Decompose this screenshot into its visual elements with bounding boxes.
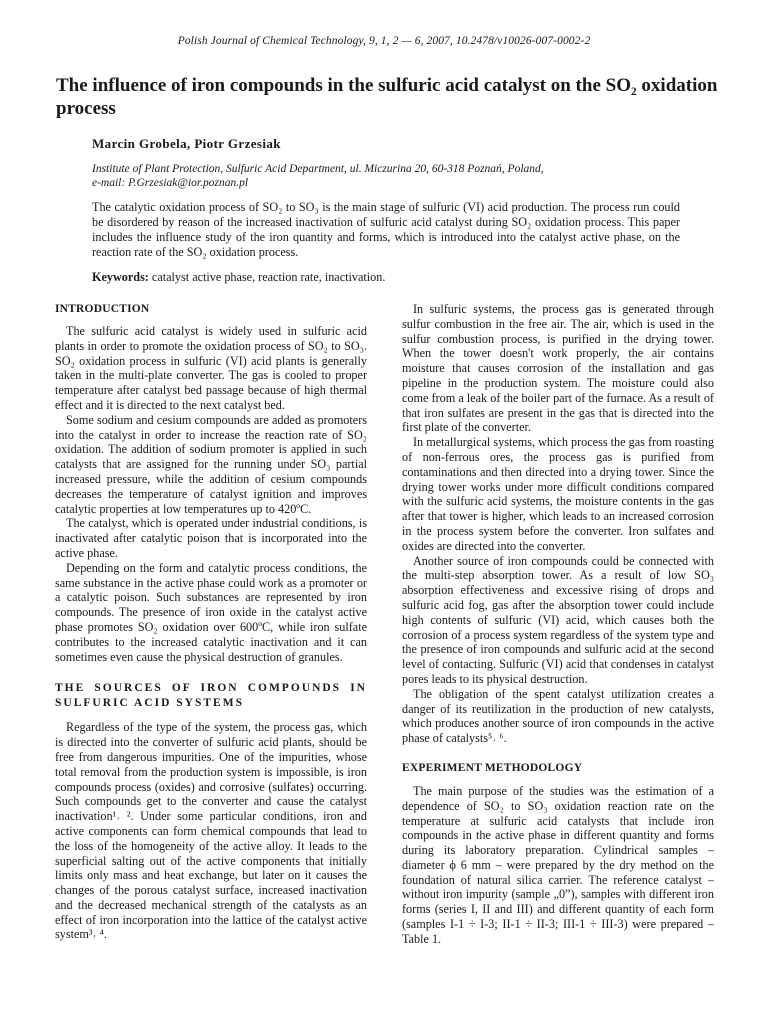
- intro-paragraph-3: The catalyst, which is operated under industrial conditions, is inactivated after catalytic poison that is incorporated into the active phase.: [55, 516, 367, 560]
- methodology-heading: EXPERIMENT METHODOLOGY: [402, 761, 583, 774]
- sources-paragraph-1: Regardless of the type of the system, the process gas, which is directed into the converter of sulfuric acid plants, should be free from dangerous impurities. One of the impurities, whose total removal from the production system is impossible, is iron compounds process (oxides) and corrosive (sulfates) occurring. Such compounds get to the converter and cause the catalyst inactivation¹˒ ². Under some particular conditions, iron and active components can form chemical compounds that lead to the loss of the homogeneity of the active alloy. It leads to the superficial salting out of the active components that initially limits only mass and heat exchange, but later on it causes the changes of the porous catalyst surface, increased inactivation and the decreased mechanical strength of the catalysts as an effect of iron incorporation into the lattice of the catalyst active system³˒ ⁴.: [55, 720, 367, 942]
- intro-paragraph-2: Some sodium and cesium compounds are added as promoters into the catalyst in order to increase the reaction rate of SO₂ oxidation. The addition of sodium promoter is applied in such catalysts that are assigned for the running under SO₃ partial increased pressure, while the addition of cesium compounds decreases the temperature of catalyst ignition and improves catalytic properties at low temperatures up to 420ºC.: [55, 412, 367, 516]
- intro-paragraph-1: The sulfuric acid catalyst is widely used in sulfuric acid plants in order to promote the oxidation process of SO₂ to SO₃. SO₂ oxidation process in sulfuric (VI) acid plants is generally taken in the multi-plate converter. The gas is cooled to proper temperature after catalyst bed passage because of high thermal effect and it is directed to the next catalyst bed.: [55, 324, 367, 412]
- methodology-paragraph-1: The main purpose of the studies was the estimation of a dependence of SO₂ to SO₃ oxidation reaction rate on the temperature at sulfuric acid catalysts that include iron compounds in the active phase in different quantity and forms during its laboratory preparation. Cylindrical samples – diameter ϕ 6 mm – were prepared by the dry method on the foundation of natural silica carrier. The reference catalyst – without iron impurity (sample „0”), samples with different iron forms (series I, II and III) and different quantity of each form (samples I-1 ÷ I-3; II-1 ÷ II-3; III-1 ÷ III-3) were prepared – Table 1.: [402, 783, 714, 946]
- keywords-label: Keywords:: [92, 270, 149, 284]
- introduction-heading: INTRODUCTION: [55, 303, 150, 315]
- sources-paragraph-2: In sulfuric systems, the process gas is generated through sulfur combustion in the free air. The air, which is used in the sulfur combustion process, is purified in the drying tower. When the tower doesn't work properly, the air contains moisture that causes corrosion of the installation and gas pipeline in the production system. The moisture could also come from a leak of the boiler part of the furnace. As a result of that iron sulfates are present in the gas that is directed into the first plate of the converter.: [402, 302, 714, 435]
- email-link[interactable]: e-mail: P.Grzesiak@ior.poznan.pl: [92, 177, 249, 189]
- keywords-text: catalyst active phase, reaction rate, inactivation.: [148, 270, 386, 284]
- sources-heading: THE SOURCES OF IRON COMPOUNDS IN SULFURIC ACID SYSTEMS: [55, 682, 367, 710]
- keywords: [92, 270, 680, 285]
- left-column: [55, 302, 367, 942]
- journal-citation: Polish Journal of Chemical Technology, 9, 1, 2 — 6, 2007, 10.2478/v10026-007-0002-2: [177, 35, 591, 47]
- sources-paragraph-5: The obligation of the spent catalyst utilization creates a danger of its reutilization in the production of new catalysts, which produces another source of iron compounds in the active phase of catalysts⁵˒ ⁶.: [402, 686, 714, 746]
- article-title: The influence of iron compounds in the sulfuric acid catalyst on the SO₂ oxidation process: [56, 75, 718, 119]
- sources-paragraph-3: In metallurgical systems, which process the gas from roasting of non-ferrous ores, the process gas is purified from contaminations and then directed into a drying tower. Since the drying tower works under more difficult conditions compared with the sulfuric acid systems, the moisture contents in the gas after that tower is higher, which leads to an increased corrosion in the process system before the converter. Iron sulfates and oxides are directed into the converter.: [402, 435, 714, 553]
- authors: Marcin Grobela, Piotr Grzesiak: [92, 136, 281, 151]
- sources-paragraph-4: Another source of iron compounds could be connected with the multi-step absorption tower. As a result of low SO₃ absorption effectiveness and excessive rising of drops and sulfuric acid fog, gas after the absorption tower could include high contents of sulfuric (VI) acid, which causes both the corrosion of a process system regardless of the system type and the presence of iron compounds and sulfuric acid at the second level of contacting. Sulfuric (VI) acid that condenses in catalyst pores leads to its physical destruction.: [402, 553, 714, 686]
- intro-paragraph-4: Depending on the form and catalytic process conditions, the same substance in the active phase could work as a promoter or a catalytic poison. Such substances are represented by iron compounds. The presence of iron oxide in the catalyst active phase promotes SO₂ oxidation over 600ºC, while iron sulfate contributes to the increased catalytic inactivation and it can sometimes even cause the physical destruction of granules.: [55, 560, 367, 664]
- affiliation: Institute of Plant Protection, Sulfuric Acid Department, ul. Miczurina 20, 60-318 Poznań, Poland,: [92, 163, 544, 175]
- affiliation-block: [92, 162, 682, 190]
- abstract: The catalytic oxidation process of SO₂ to SO₃ is the main stage of sulfuric (VI) acid production. The process run could be disordered by reason of the increased inactivation of sulfuric acid catalyst during SO₂ oxidation process. This paper includes the influence study of the iron quantity and forms, which is introduced into the catalyst active phase, on the reaction rate of the SO₂ oxidation process.: [92, 200, 680, 259]
- right-column: [402, 302, 714, 947]
